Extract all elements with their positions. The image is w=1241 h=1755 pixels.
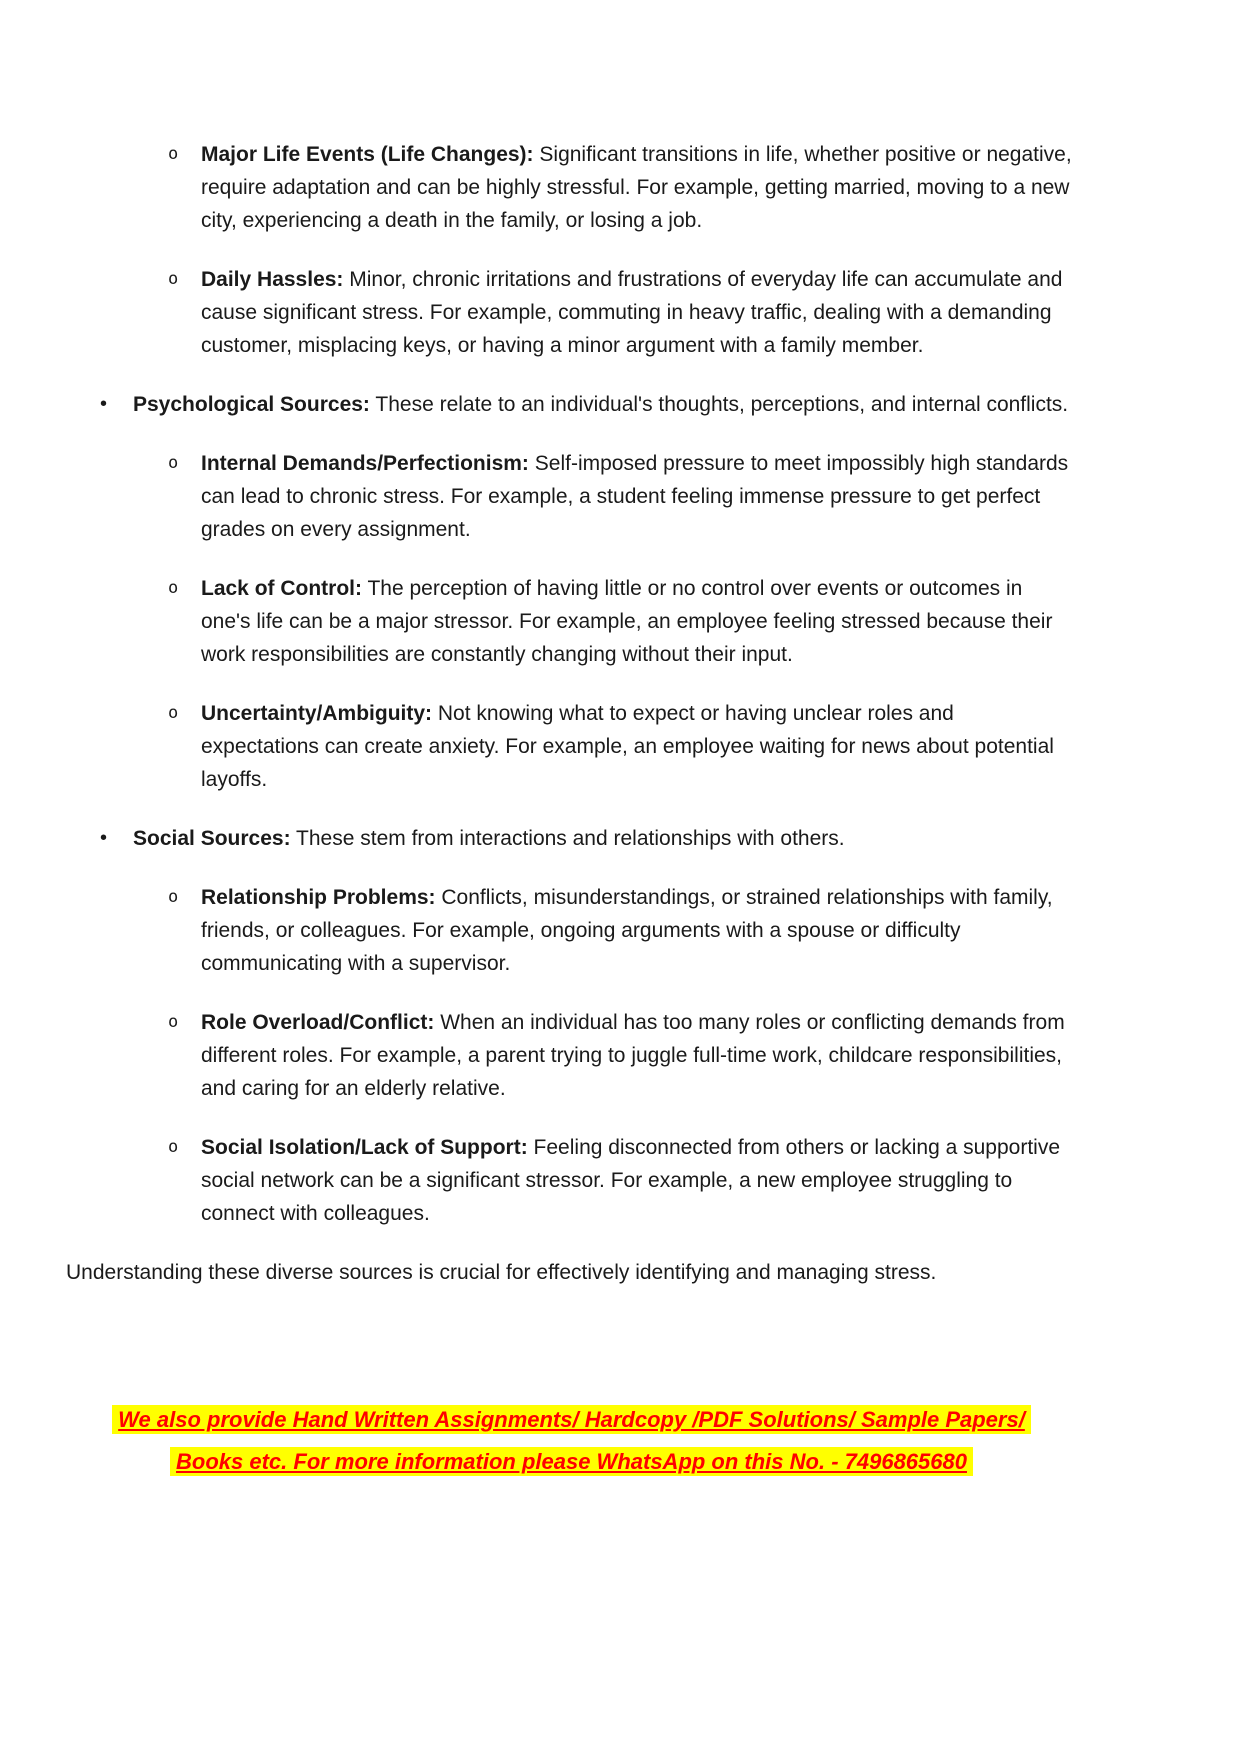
item-term: Lack of Control: bbox=[201, 577, 362, 600]
item-description: The perception of having little or no control over events or outcomes in one's life can be a major stressor. For example, an employee feeling stressed because their work responsibilities are constantly changing without their input. bbox=[201, 577, 1053, 666]
list-item-uncertainty-ambiguity bbox=[66, 697, 1077, 796]
circle-bullet-icon: o bbox=[168, 1012, 179, 1032]
circle-bullet-icon: o bbox=[168, 144, 179, 164]
list-item-text bbox=[201, 1006, 1077, 1105]
list-item-text bbox=[201, 447, 1077, 546]
circle-bullet-icon: o bbox=[168, 269, 179, 289]
bullet-icon: • bbox=[100, 393, 108, 415]
promo-banner bbox=[66, 1399, 1077, 1483]
item-description: These relate to an individual's thoughts, perceptions, and internal conflicts. bbox=[375, 393, 1069, 416]
list-item-text bbox=[201, 881, 1077, 980]
promo-line-text: We also provide Hand Written Assignments/ Hardcopy /PDF Solutions/ Sample Papers/ bbox=[112, 1405, 1031, 1434]
list-item-daily-hassles bbox=[66, 263, 1077, 362]
list-item-social-sources bbox=[66, 822, 1077, 855]
item-description: Conflicts, misunderstandings, or strained relationships with family, friends, or colleagues. For example, ongoing arguments with a spouse or difficulty communicating with a supervisor. bbox=[201, 886, 1053, 975]
circle-bullet-icon: o bbox=[168, 703, 179, 723]
list-item-psychological-sources bbox=[66, 388, 1077, 421]
item-description: When an individual has too many roles or conflicting demands from different roles. For example, a parent trying to juggle full-time work, childcare responsibilities, and caring for an elderly relative. bbox=[201, 1011, 1065, 1100]
list-item-social-isolation bbox=[66, 1131, 1077, 1230]
item-term: Psychological Sources: bbox=[133, 393, 370, 416]
list-item-text bbox=[133, 388, 1077, 421]
bullet-icon: • bbox=[100, 827, 108, 849]
item-term: Internal Demands/Perfectionism: bbox=[201, 452, 529, 475]
promo-line-text: Books etc. For more information please WhatsApp on this No. - 7496865680 bbox=[170, 1447, 973, 1476]
list-item-text bbox=[201, 1131, 1077, 1230]
promo-line bbox=[66, 1399, 1077, 1441]
item-term: Role Overload/Conflict: bbox=[201, 1011, 435, 1034]
item-term: Uncertainty/Ambiguity: bbox=[201, 702, 433, 725]
item-term: Relationship Problems: bbox=[201, 886, 436, 909]
closing-paragraph: Understanding these diverse sources is crucial for effectively identifying and managing stress. bbox=[66, 1261, 937, 1284]
item-description: Not knowing what to expect or having unclear roles and expectations can create anxiety. For example, an employee waiting for news about potential layoffs. bbox=[201, 702, 1054, 791]
circle-bullet-icon: o bbox=[168, 453, 179, 473]
item-term: Major Life Events (Life Changes): bbox=[201, 143, 534, 166]
promo-line bbox=[66, 1441, 1077, 1483]
item-term: Social Sources: bbox=[133, 827, 291, 850]
item-description: Self-imposed pressure to meet impossibly high standards can lead to chronic stress. For example, a student feeling immense pressure to get perfect grades on every assignment. bbox=[201, 452, 1069, 541]
list-item-text bbox=[133, 822, 1077, 855]
list-item-text bbox=[201, 572, 1077, 671]
circle-bullet-icon: o bbox=[168, 887, 179, 907]
list-item-text bbox=[201, 138, 1077, 237]
item-description: These stem from interactions and relationships with others. bbox=[296, 827, 845, 850]
item-term: Daily Hassles: bbox=[201, 268, 344, 291]
circle-bullet-icon: o bbox=[168, 578, 179, 598]
list-item-role-overload-conflict bbox=[66, 1006, 1077, 1105]
list-item-text bbox=[201, 697, 1077, 796]
circle-bullet-icon: o bbox=[168, 1137, 179, 1157]
list-item-major-life-events bbox=[66, 138, 1077, 237]
list-item-lack-of-control bbox=[66, 572, 1077, 671]
item-description: Feeling disconnected from others or lacking a supportive social network can be a significant stressor. For example, a new employee struggling to connect with colleagues. bbox=[201, 1136, 1060, 1225]
item-description: Significant transitions in life, whether positive or negative, require adaptation and can be highly stressful. For example, getting married, moving to a new city, experiencing a death in the family, or losing a job. bbox=[201, 143, 1072, 232]
item-description: Minor, chronic irritations and frustrations of everyday life can accumulate and cause significant stress. For example, commuting in heavy traffic, dealing with a demanding customer, misplacing keys, or having a minor argument with a family member. bbox=[201, 268, 1063, 357]
list-item-text bbox=[201, 263, 1077, 362]
item-term: Social Isolation/Lack of Support: bbox=[201, 1136, 528, 1159]
list-item-relationship-problems bbox=[66, 881, 1077, 980]
list-item-internal-demands bbox=[66, 447, 1077, 546]
